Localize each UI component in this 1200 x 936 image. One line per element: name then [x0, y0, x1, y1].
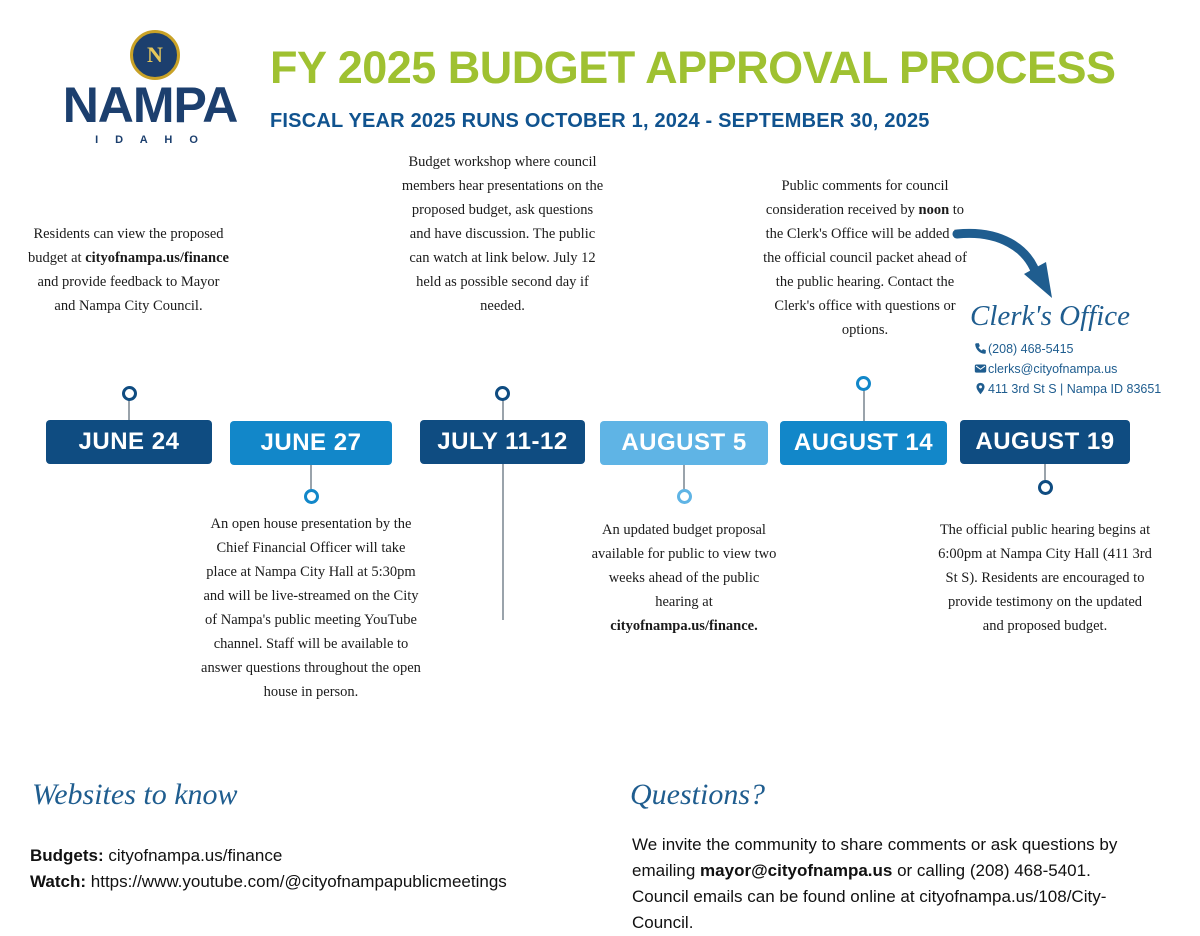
- page-subtitle: FISCAL YEAR 2025 RUNS OCTOBER 1, 2024 - SEPTEMBER 30, 2025: [270, 110, 930, 132]
- clerk-email[interactable]: clerks@cityofnampa.us: [988, 362, 1118, 376]
- milestone-description: An open house presentation by the Chief Financial Officer will take place at Nampa City Hall at 5:30pm and will be live-streamed on the City of Nampa's public meeting YouTube channel. Staff will be available to answer questions throughout the open house in person.: [201, 516, 421, 700]
- logo-state-label: I D A H O: [95, 134, 205, 146]
- websites-list: [30, 843, 610, 895]
- milestone-pill[interactable]: AUGUST 5: [600, 421, 768, 465]
- budgets-label: Budgets:: [30, 846, 104, 865]
- phone-icon: [974, 342, 987, 355]
- milestone-description: Public comments for council consideration received by noon to the Clerk's Office will be added to the official council packet ahead of the public hearing. Contact the Clerk's office with questions or options.: [763, 178, 967, 338]
- seal-letter: N: [147, 42, 163, 67]
- milestone-description: The official public hearing begins at 6:00pm at Nampa City Hall (411 3rd St S). Residents are encouraged to provide testimony on the updated and proposed budget.: [938, 522, 1152, 634]
- milestone-pill[interactable]: JULY 11-12: [420, 420, 585, 464]
- location-pin-icon: [974, 382, 987, 395]
- page-title: FY 2025 BUDGET APPROVAL PROCESS: [270, 42, 1116, 93]
- milestone-pill[interactable]: JUNE 27: [230, 421, 392, 465]
- timeline-node: [677, 489, 692, 504]
- timeline-node: [304, 489, 319, 504]
- milestone-pill[interactable]: JUNE 24: [46, 420, 212, 464]
- milestone-pill[interactable]: AUGUST 19: [960, 420, 1130, 464]
- websites-heading: Websites to know: [32, 778, 238, 811]
- milestone-description: Residents can view the proposed budget at cityofnampa.us/finance and provide feedback to Mayor and Nampa City Council.: [28, 226, 229, 314]
- clerk-office-title: Clerk's Office: [970, 300, 1131, 332]
- watch-value[interactable]: https://www.youtube.com/@cityofnampapublicmeetings: [90, 872, 507, 891]
- timeline-connector: [683, 465, 685, 489]
- questions-heading: Questions?: [630, 778, 765, 811]
- milestone-description: Budget workshop where council members hear presentations on the proposed budget, ask questions and have discussion. The public can watch at link below. July 12 held as possible second day if needed.: [401, 154, 604, 314]
- timeline-node: [856, 376, 871, 391]
- clerk-office-card: [960, 230, 1195, 400]
- logo-wordmark: NAMPA: [62, 77, 238, 133]
- timeline-node: [495, 386, 510, 401]
- milestone-description: An updated budget proposal available for public to view two weeks ahead of the public hearing at cityofnampa.us/finance.: [591, 522, 777, 634]
- timeline-connector: [310, 465, 312, 489]
- milestone-pill[interactable]: AUGUST 14: [780, 421, 947, 465]
- watch-label: Watch:: [30, 872, 87, 891]
- timeline-node: [122, 386, 137, 401]
- timeline-connector: [1044, 464, 1046, 480]
- questions-body: We invite the community to share comments or ask questions by emailing mayor@cityofnampa.us or calling (208) 468-5401. Council emails can be found online at cityofnampa.us/108/City-Council.: [632, 835, 1118, 932]
- budgets-value[interactable]: cityofnampa.us/finance: [108, 846, 283, 865]
- clerk-phone[interactable]: (208) 468-5415: [988, 342, 1074, 356]
- timeline-node: [1038, 480, 1053, 495]
- email-icon: [974, 362, 987, 375]
- clerk-address: 411 3rd St S | Nampa ID 83651: [988, 382, 1162, 396]
